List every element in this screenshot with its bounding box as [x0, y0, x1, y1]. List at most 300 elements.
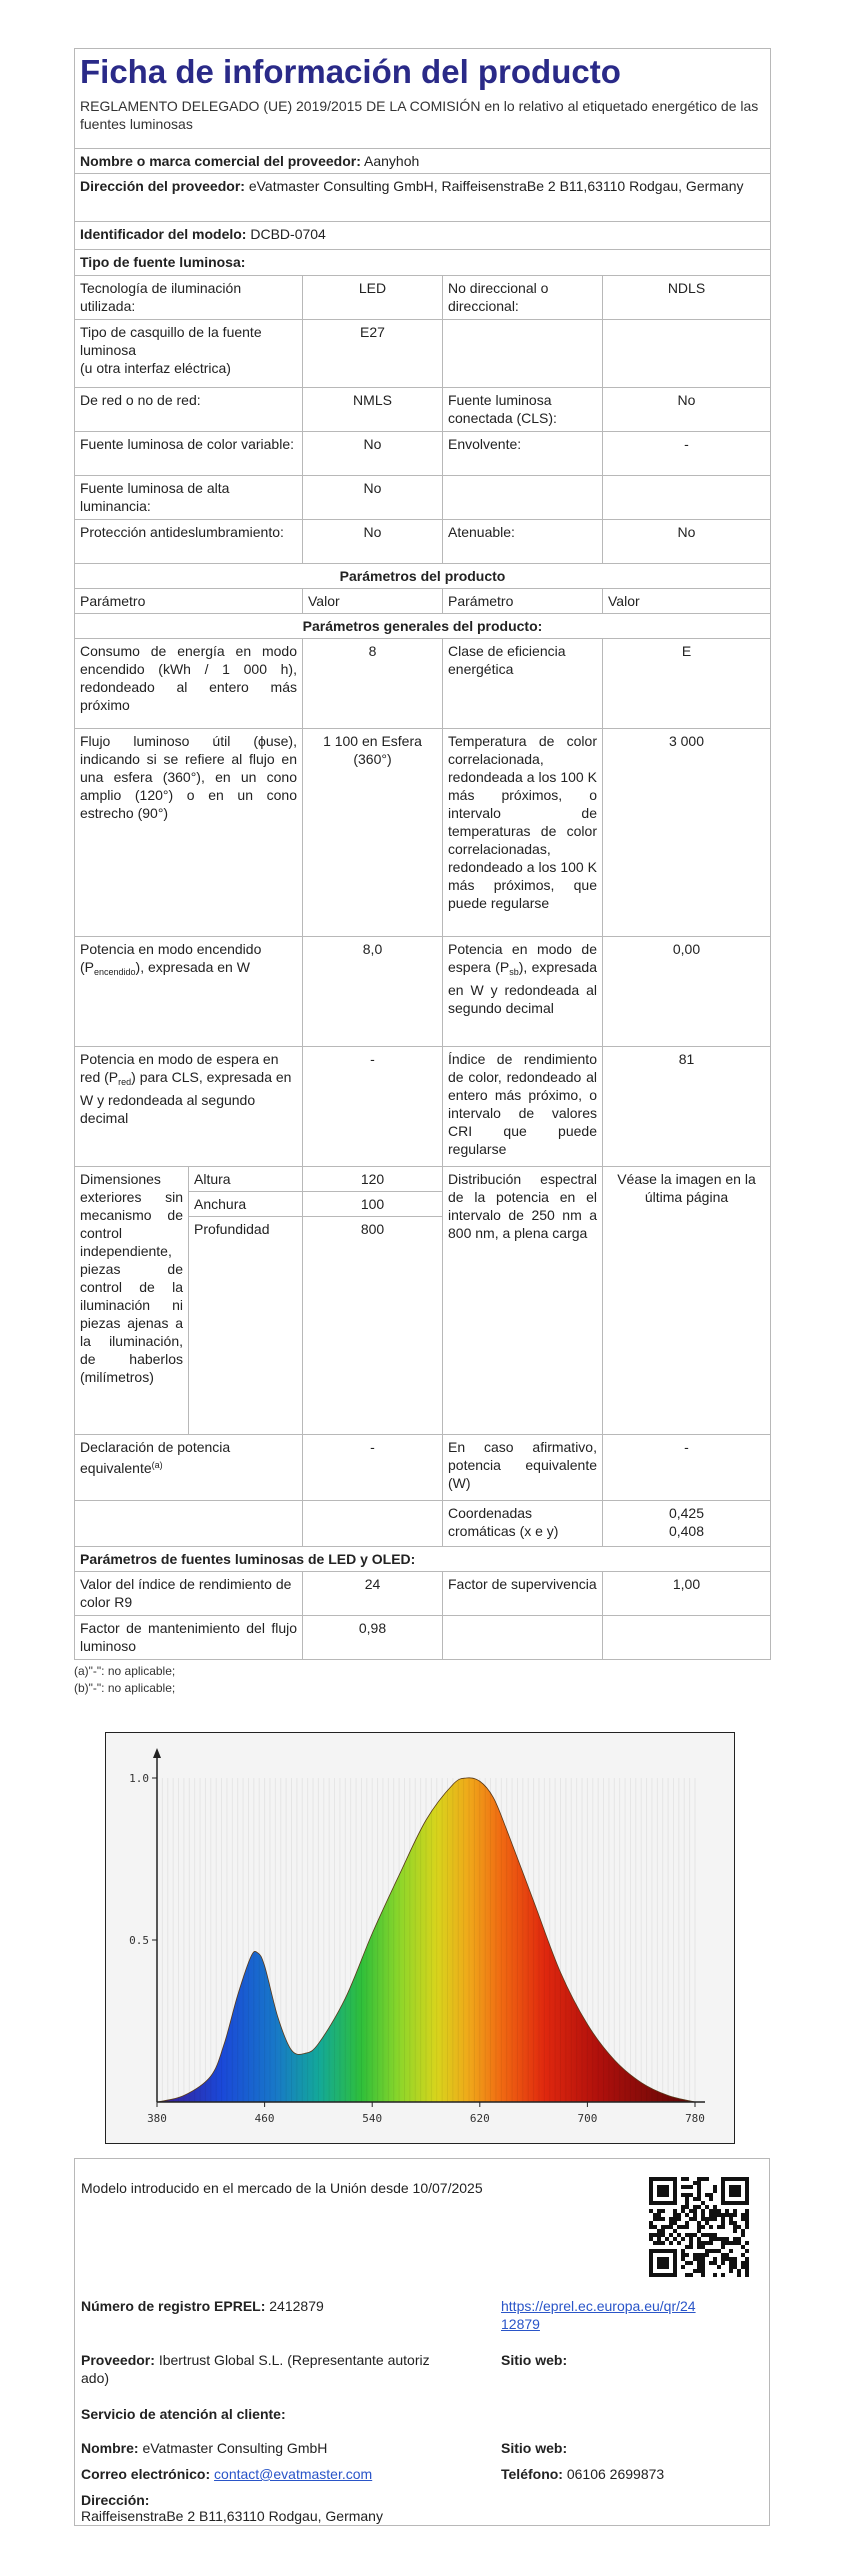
- empty-cell: [443, 476, 603, 520]
- qr-module: [653, 2249, 657, 2253]
- qr-module: [689, 2273, 693, 2277]
- qr-module: [737, 2237, 741, 2241]
- eprel-link-line-1: https://eprel.ec.europa.eu/qr/24: [501, 2298, 696, 2314]
- qr-module: [661, 2249, 665, 2253]
- qr-module: [665, 2177, 669, 2181]
- qr-module: [673, 2217, 677, 2221]
- qr-module: [681, 2237, 685, 2241]
- qr-module: [669, 2241, 673, 2245]
- qr-module: [685, 2201, 689, 2205]
- qr-module: [665, 2185, 669, 2189]
- cct-value: 3 000: [603, 729, 771, 937]
- qr-module: [705, 2217, 709, 2221]
- qr-module: [733, 2201, 737, 2205]
- qr-module: [733, 2185, 737, 2189]
- col-header-param-2: Parámetro: [443, 589, 603, 614]
- qr-module: [741, 2253, 745, 2257]
- qr-module: [661, 2185, 665, 2189]
- qr-module: [673, 2189, 677, 2193]
- qr-module: [693, 2197, 697, 2201]
- qr-module: [713, 2209, 717, 2213]
- qr-module: [657, 2189, 661, 2193]
- qr-module: [713, 2261, 717, 2265]
- eprel-link-line-2: 12879: [501, 2316, 540, 2332]
- qr-module: [721, 2193, 725, 2197]
- supplier-address-row: [75, 174, 771, 222]
- light-source-type-heading: Tipo de fuente luminosa:: [75, 250, 771, 276]
- qr-module: [689, 2237, 693, 2241]
- qr-module: [681, 2225, 685, 2229]
- qr-module: [733, 2229, 737, 2233]
- qr-module: [685, 2185, 689, 2189]
- qr-module: [737, 2273, 741, 2277]
- qr-module: [669, 2201, 673, 2205]
- qr-module: [689, 2185, 693, 2189]
- qr-module: [729, 2189, 733, 2193]
- dimmable-value: No: [603, 520, 771, 564]
- qr-module: [689, 2217, 693, 2221]
- qr-module: [689, 2233, 693, 2237]
- qr-module: [673, 2265, 677, 2269]
- directional-label: No direccional o direccional:: [443, 276, 603, 320]
- energy-consumption-value: 8: [303, 639, 443, 729]
- phone-label: Teléfono:: [501, 2466, 563, 2482]
- qr-module: [733, 2265, 737, 2269]
- qr-module: [673, 2257, 677, 2261]
- email-row: [81, 2465, 372, 2483]
- equivalent-power-text: Declaración de potencia equivalente: [80, 1439, 231, 1476]
- qr-module: [717, 2265, 721, 2269]
- height-value: 120: [303, 1167, 443, 1192]
- qr-module: [669, 2233, 673, 2237]
- website-label: Sitio web:: [501, 2352, 568, 2368]
- supplier-name-value: Aanyhoh: [364, 153, 420, 169]
- supplier-name-row: [75, 149, 771, 174]
- qr-module: [649, 2177, 653, 2181]
- qr-module: [729, 2241, 733, 2245]
- qr-module: [677, 2225, 681, 2229]
- qr-module: [693, 2253, 697, 2257]
- standby-power-text: Potencia en modo de espera (P: [448, 941, 597, 975]
- on-mode-power-sub: encendido: [94, 967, 136, 977]
- header-cell: [75, 49, 771, 149]
- qr-module: [661, 2217, 665, 2221]
- envelope-label: Envolvente:: [443, 432, 603, 476]
- qr-module: [649, 2253, 653, 2257]
- qr-module: [745, 2201, 749, 2205]
- qr-module: [741, 2217, 745, 2221]
- networked-standby-text: Potencia en modo de espera en red (P: [80, 1051, 279, 1085]
- qr-module: [737, 2225, 741, 2229]
- provider-row: [81, 2351, 481, 2387]
- regulation-text: REGLAMENTO DELEGADO (UE) 2019/2015 DE LA COMISIÓN en lo relativo al etiquetado energético de las fuentes luminosas: [80, 98, 759, 132]
- standby-power-text-2: ), expresada en W y redondeada al segundo decimal: [448, 959, 597, 1016]
- qr-module: [673, 2273, 677, 2277]
- qr-module: [697, 2197, 701, 2201]
- qr-module: [701, 2261, 705, 2265]
- qr-module: [745, 2257, 749, 2261]
- qr-module: [661, 2177, 665, 2181]
- qr-module: [689, 2245, 693, 2249]
- qr-module: [649, 2265, 653, 2269]
- qr-module: [729, 2261, 733, 2265]
- qr-module: [721, 2189, 725, 2193]
- cap-type-label-note: (u otra interfaz eléctrica): [80, 360, 231, 376]
- standby-power-label: [443, 937, 603, 1047]
- qr-module: [673, 2177, 677, 2181]
- led-params-heading: Parámetros de fuentes luminosas de LED y OLED:: [75, 1547, 771, 1572]
- qr-module: [693, 2209, 697, 2213]
- chromaticity-value: [603, 1501, 771, 1547]
- qr-module: [737, 2177, 741, 2181]
- qr-module: [745, 2177, 749, 2181]
- qr-module: [733, 2213, 737, 2217]
- qr-module: [653, 2233, 657, 2237]
- qr-module: [673, 2253, 677, 2257]
- qr-module: [713, 2189, 717, 2193]
- qr-module: [713, 2237, 717, 2241]
- qr-module: [745, 2217, 749, 2221]
- qr-module: [649, 2233, 653, 2237]
- col-header-param: Parámetro: [75, 589, 303, 614]
- email-label: Correo electrónico:: [81, 2466, 211, 2482]
- qr-module: [729, 2265, 733, 2269]
- qr-module: [677, 2217, 681, 2221]
- qr-module: [657, 2249, 661, 2253]
- qr-module: [661, 2229, 665, 2233]
- on-mode-power-value: 8,0: [303, 937, 443, 1047]
- qr-module: [697, 2181, 701, 2185]
- qr-module: [681, 2177, 685, 2181]
- qr-module: [649, 2221, 653, 2225]
- qr-module: [709, 2213, 713, 2217]
- qr-module: [729, 2269, 733, 2273]
- survival-factor-label: Factor de supervivencia: [443, 1572, 603, 1616]
- qr-module: [741, 2201, 745, 2205]
- qr-module: [701, 2225, 705, 2229]
- qr-module: [729, 2201, 733, 2205]
- y-tick-label: 1.0: [129, 1772, 149, 1785]
- qr-module: [697, 2237, 701, 2241]
- qr-module: [657, 2193, 661, 2197]
- eprel-link[interactable]: [501, 2298, 696, 2332]
- depth-value: 800: [303, 1217, 443, 1435]
- qr-module: [741, 2229, 745, 2233]
- qr-module: [745, 2261, 749, 2265]
- equivalent-watt-value: -: [603, 1435, 771, 1501]
- qr-module: [745, 2193, 749, 2197]
- qr-module: [661, 2261, 665, 2265]
- qr-module: [705, 2233, 709, 2237]
- qr-module: [657, 2233, 661, 2237]
- qr-module: [705, 2249, 709, 2253]
- qr-module: [729, 2249, 733, 2253]
- qr-module: [709, 2249, 713, 2253]
- qr-module: [733, 2221, 737, 2225]
- equivalent-watt-label: En caso afirmativo, potencia equivalente (W): [443, 1435, 603, 1501]
- width-label: Anchura: [189, 1192, 303, 1217]
- chromaticity-label: Coordenadas cromáticas (x e y): [443, 1501, 603, 1547]
- qr-module: [657, 2229, 661, 2233]
- qr-module: [721, 2177, 725, 2181]
- qr-module: [709, 2261, 713, 2265]
- empty-cell: [603, 476, 771, 520]
- qr-module: [649, 2225, 653, 2229]
- qr-module: [745, 2241, 749, 2245]
- spectral-distribution-label: Distribución espectral de la potencia en el intervalo de 250 nm a 800 nm, a plena carga: [443, 1167, 603, 1435]
- qr-module: [693, 2269, 697, 2273]
- col-header-value: Valor: [303, 589, 443, 614]
- qr-module: [705, 2241, 709, 2245]
- qr-module: [665, 2189, 669, 2193]
- qr-module: [673, 2181, 677, 2185]
- qr-module: [705, 2253, 709, 2257]
- qr-module: [713, 2185, 717, 2189]
- qr-module: [717, 2237, 721, 2241]
- qr-module: [721, 2221, 725, 2225]
- qr-module: [673, 2193, 677, 2197]
- qr-module: [693, 2257, 697, 2261]
- qr-module: [725, 2209, 729, 2213]
- qr-module: [685, 2205, 689, 2209]
- x-tick-label: 460: [254, 2112, 275, 2125]
- qr-module: [653, 2273, 657, 2277]
- qr-module: [657, 2273, 661, 2277]
- dimmable-label: Atenuable:: [443, 520, 603, 564]
- qr-module: [693, 2217, 697, 2221]
- standby-power-value: 0,00: [603, 937, 771, 1047]
- qr-module: [709, 2225, 713, 2229]
- qr-module: [721, 2245, 725, 2249]
- qr-module: [709, 2197, 713, 2201]
- qr-module: [741, 2261, 745, 2265]
- qr-module: [729, 2177, 733, 2181]
- qr-module: [705, 2221, 709, 2225]
- dimensions-label: Dimensiones exteriores sin mecanismo de control independiente, piezas de control de la iluminación ni piezas ajenas a la iluminación, de haberlos (milímetros): [75, 1167, 189, 1435]
- cap-type-label-text: Tipo de casquillo de la fuente luminosa: [80, 324, 262, 358]
- eprel-row: [81, 2297, 324, 2315]
- qr-module: [685, 2177, 689, 2181]
- qr-module: [649, 2181, 653, 2185]
- qr-module: [737, 2193, 741, 2197]
- qr-module: [741, 2265, 745, 2269]
- depth-label: Profundidad: [189, 1217, 303, 1435]
- qr-module: [665, 2273, 669, 2277]
- qr-module: [745, 2249, 749, 2253]
- qr-module: [745, 2181, 749, 2185]
- qr-module: [697, 2261, 701, 2265]
- directional-value: NDLS: [603, 276, 771, 320]
- qr-module: [725, 2257, 729, 2261]
- qr-module: [669, 2217, 673, 2221]
- cap-type-label: [75, 320, 303, 388]
- qr-module: [721, 2257, 725, 2261]
- qr-module: [661, 2241, 665, 2245]
- high-luminance-value: No: [303, 476, 443, 520]
- footer-info-box: [74, 2158, 770, 2526]
- qr-module: [721, 2201, 725, 2205]
- service-name-label: Nombre:: [81, 2440, 139, 2456]
- qr-module: [721, 2217, 725, 2221]
- model-id-label: Identificador del modelo:: [80, 226, 247, 242]
- qr-module: [665, 2201, 669, 2205]
- qr-module: [665, 2225, 669, 2229]
- phone-row: [501, 2465, 664, 2483]
- qr-module: [665, 2237, 669, 2241]
- qr-module: [709, 2233, 713, 2237]
- lumen-maintenance-value: 0,98: [303, 1616, 443, 1660]
- qr-module: [661, 2193, 665, 2197]
- qr-module: [697, 2257, 701, 2261]
- qr-module: [721, 2253, 725, 2257]
- footnote-b: (b)"-": no aplicable;: [74, 1681, 176, 1695]
- email-link[interactable]: contact@evatmaster.com: [214, 2466, 373, 2482]
- luminous-flux-value: 1 100 en Esfera (360°): [303, 729, 443, 937]
- qr-module: [713, 2257, 717, 2261]
- qr-module: [717, 2225, 721, 2229]
- qr-module: [649, 2257, 653, 2261]
- qr-module: [705, 2205, 709, 2209]
- spectral-chart-svg: [105, 1732, 735, 2144]
- qr-module: [697, 2253, 701, 2257]
- qr-module: [721, 2241, 725, 2245]
- qr-module: [649, 2269, 653, 2273]
- on-mode-power-label: [75, 937, 303, 1047]
- qr-module: [733, 2237, 737, 2241]
- chromaticity-y: 0,408: [668, 1523, 705, 1539]
- qr-module: [697, 2241, 701, 2245]
- color-tunable-value: No: [303, 432, 443, 476]
- mains-label: De red o no de red:: [75, 388, 303, 432]
- anti-glare-label: Protección antideslumbramiento:: [75, 520, 303, 564]
- qr-module: [689, 2193, 693, 2197]
- qr-module: [701, 2257, 705, 2261]
- qr-module: [673, 2249, 677, 2253]
- qr-module: [661, 2273, 665, 2277]
- qr-module: [717, 2249, 721, 2253]
- empty-cell: [443, 1616, 603, 1660]
- equivalent-power-label: [75, 1435, 303, 1501]
- qr-module: [685, 2213, 689, 2217]
- eprel-value: 2412879: [269, 2298, 324, 2314]
- height-label: Altura: [189, 1167, 303, 1192]
- qr-module: [737, 2185, 741, 2189]
- qr-module: [717, 2213, 721, 2217]
- phone-value: 06106 2699873: [566, 2466, 665, 2482]
- qr-module: [725, 2253, 729, 2257]
- qr-module: [693, 2205, 697, 2209]
- qr-module: [701, 2241, 705, 2245]
- qr-module: [745, 2213, 749, 2217]
- lumen-maintenance-label: Factor de mantenimiento del flujo luminoso: [75, 1616, 303, 1660]
- qr-module: [649, 2193, 653, 2197]
- qr-module: [693, 2181, 697, 2185]
- qr-module: [681, 2265, 685, 2269]
- col-header-value-2: Valor: [603, 589, 771, 614]
- on-mode-power-text-2: ), expresada en W: [135, 959, 250, 975]
- qr-module: [653, 2241, 657, 2245]
- qr-module: [745, 2225, 749, 2229]
- qr-module: [649, 2249, 653, 2253]
- supplier-name-label: Nombre o marca comercial del proveedor:: [80, 153, 361, 169]
- spectral-chart: [105, 1732, 735, 2144]
- provider-label: Proveedor:: [81, 2352, 155, 2368]
- qr-module: [649, 2237, 653, 2241]
- qr-module: [653, 2213, 657, 2217]
- qr-module: [657, 2237, 661, 2241]
- qr-module: [681, 2205, 685, 2209]
- qr-module: [701, 2177, 705, 2181]
- qr-module: [741, 2213, 745, 2217]
- qr-module: [681, 2185, 685, 2189]
- qr-module: [673, 2261, 677, 2265]
- qr-module: [681, 2257, 685, 2261]
- qr-module: [741, 2233, 745, 2237]
- qr-module: [701, 2209, 705, 2213]
- page-title: Ficha de información del producto: [80, 53, 621, 90]
- qr-module: [673, 2185, 677, 2189]
- on-mode-power-text: Potencia en modo encendido (P: [80, 941, 262, 975]
- website-2-label: Sitio web:: [501, 2440, 568, 2456]
- address-label: Dirección:: [81, 2492, 150, 2508]
- qr-module: [673, 2221, 677, 2225]
- provider-value: Ibertrust Global S.L. (Representante autoriz: [158, 2352, 430, 2368]
- qr-module: [709, 2237, 713, 2241]
- qr-module: [673, 2237, 677, 2241]
- service-name-row: [81, 2439, 327, 2457]
- qr-module: [737, 2201, 741, 2205]
- x-tick-label: 780: [685, 2112, 705, 2125]
- qr-module: [657, 2265, 661, 2269]
- qr-module: [661, 2265, 665, 2269]
- qr-module: [649, 2189, 653, 2193]
- qr-module: [733, 2209, 737, 2213]
- qr-module: [733, 2177, 737, 2181]
- eprel-label: Número de registro EPREL:: [81, 2298, 266, 2314]
- qr-module: [649, 2261, 653, 2265]
- market-date: Modelo introducido en el mercado de la Unión desde 10/07/2025: [81, 2180, 483, 2196]
- cap-type-value: E27: [303, 320, 443, 388]
- x-tick-label: 380: [147, 2112, 167, 2125]
- width-value: 100: [303, 1192, 443, 1217]
- qr-module: [745, 2269, 749, 2273]
- qr-module: [661, 2257, 665, 2261]
- qr-module: [685, 2261, 689, 2265]
- customer-service-label: Servicio de atención al cliente:: [81, 2406, 286, 2422]
- networked-standby-text-2: ) para CLS, expresada en W y redondeada al segundo decimal: [80, 1069, 292, 1126]
- qr-module: [721, 2273, 725, 2277]
- qr-module: [665, 2193, 669, 2197]
- r9-label: Valor del índice de rendimiento de color R9: [75, 1572, 303, 1616]
- product-information-sheet: [74, 48, 770, 1697]
- qr-code-icon[interactable]: [649, 2177, 749, 2277]
- qr-module: [697, 2221, 701, 2225]
- qr-module: [653, 2201, 657, 2205]
- qr-module: [681, 2253, 685, 2257]
- qr-module: [653, 2177, 657, 2181]
- qr-module: [725, 2201, 729, 2205]
- x-tick-label: 620: [469, 2112, 490, 2125]
- cls-value: No: [603, 388, 771, 432]
- qr-module: [681, 2249, 685, 2253]
- qr-module: [681, 2209, 685, 2213]
- qr-module: [733, 2241, 737, 2245]
- qr-module: [677, 2233, 681, 2237]
- qr-module: [665, 2261, 669, 2265]
- qr-module: [737, 2189, 741, 2193]
- qr-module: [669, 2177, 673, 2181]
- qr-module: [669, 2249, 673, 2253]
